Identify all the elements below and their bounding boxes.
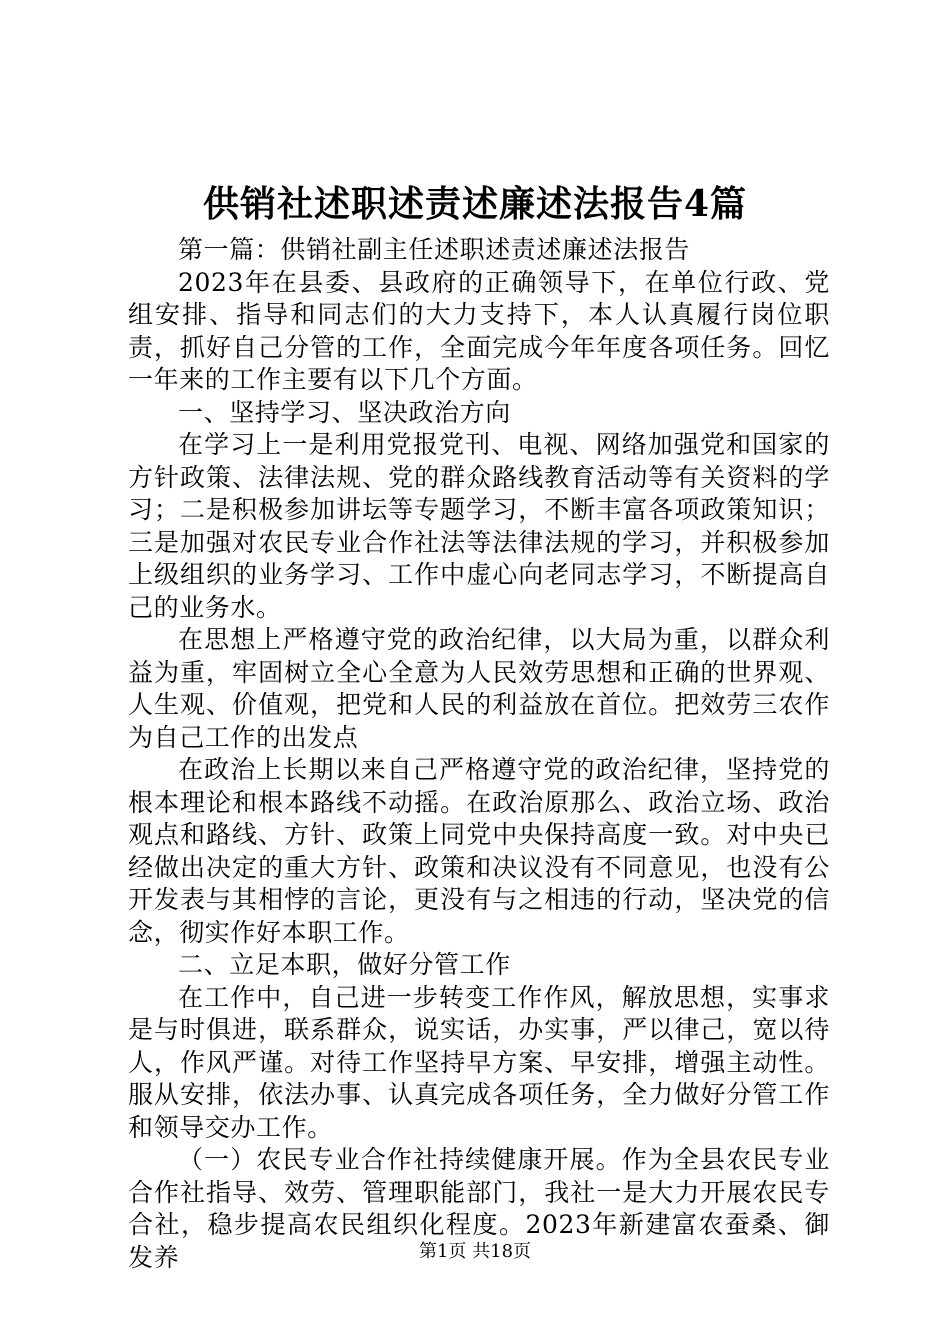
section-heading-duty: 二、立足本职，做好分管工作 [178,950,511,979]
study-paragraph: 在学习上一是利用党报党刊、电视、网络加强党和国家的方针政策、法律法规、党的群众路线教育活动等有关资料的学习；二是积极参加讲坛等专题学习，不断丰富各项政策知识；三是加强对农民专业合作社法等法律法规的学习，并积极参加上级组织的业务学习、工作中虚心向老同志学习，不断提高自己的业务水。 [128,430,830,622]
section-heading-part-one: 第一篇：供销社副主任述职述责述廉述法报告 [178,235,691,264]
politics-paragraph: 在政治上长期以来自己严格遵守党的政治纪律，坚持党的根本理论和根本路线不动摇。在政治原那么、政治立场、政治观点和路线、方针、政策上同党中央保持高度一致。对中央已经做出决定的重大方针、政策和决议没有不同意见，也没有公开发表与其相悖的言论，更没有与之相违的行动，坚决党的信念，彻实作好本职工作。 [128,755,830,947]
cooperative-paragraph: （一）农民专业合作社持续健康开展。作为全县农民专业合作社指导、效劳、管理职能部门，我社一是大力开展农民专合社，稳步提高农民组织化程度。2023年新建富农蚕桑、御发养 [128,1145,830,1272]
page-footer: 第1页 共18页 [418,1241,532,1262]
document-body [128,234,830,1274]
document-title: 供销社述职述责述廉述法报告4篇 [202,183,748,225]
intro-paragraph: 2023年在县委、县政府的正确领导下，在单位行政、党组安排、指导和同志们的大力支持下，本人认真履行岗位职责，抓好自己分管的工作，全面完成今年年度各项任务。回忆一年来的工作主要有以下几个方面。 [128,267,830,394]
section-heading-study: 一、坚持学习、坚决政治方向 [178,397,511,427]
thought-paragraph: 在思想上严格遵守党的政治纪律，以大局为重，以群众利益为重，牢固树立全心全意为人民效劳思想和正确的世界观、人生观、价值观，把党和人民的利益放在首位。把效劳三农作为自己工作的出发点 [128,625,830,752]
work-paragraph: 在工作中，自己进一步转变工作作风，解放思想，实事求是与时俱进，联系群众，说实话，办实事，严以律己，宽以待人，作风严谨。对待工作坚持早方案、早安排，增强主动性。服从安排，依法办事、认真完成各项任务，全力做好分管工作和领导交办工作。 [128,982,830,1142]
